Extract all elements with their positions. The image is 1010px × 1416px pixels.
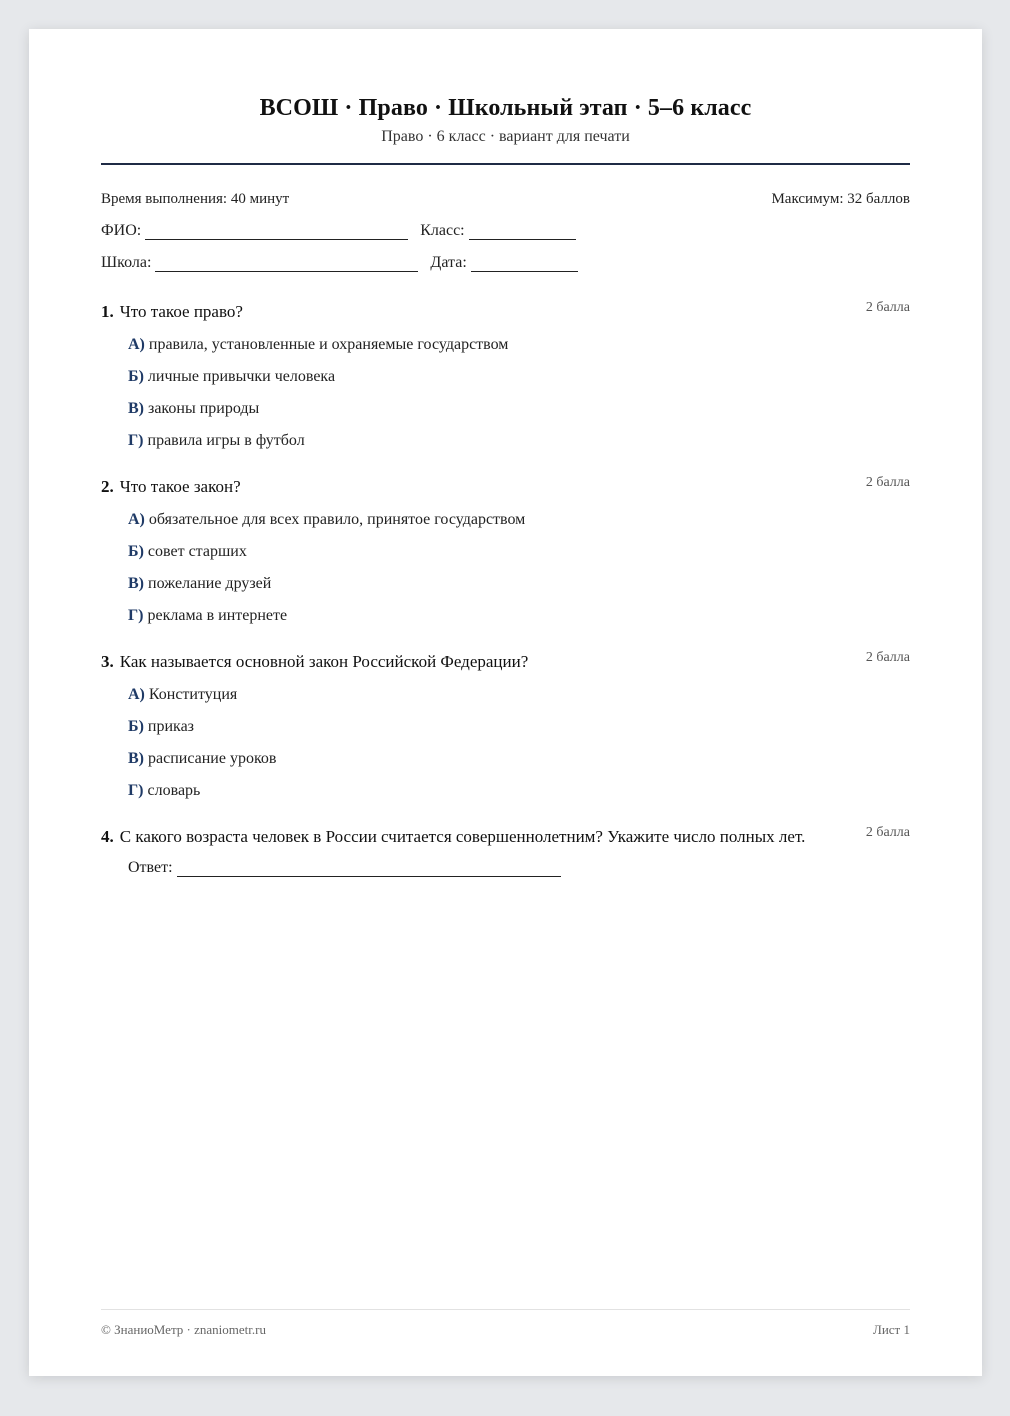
fio-field[interactable] xyxy=(145,223,408,240)
question-2 xyxy=(101,477,910,636)
max-score: Максимум: 32 баллов xyxy=(771,191,910,207)
option-text: Конституция xyxy=(148,686,238,703)
page-title: ВСОШ · Право · Школьный этап · 5–6 класс xyxy=(259,95,752,121)
option-letter: Б) xyxy=(128,368,144,385)
option-letter: А) xyxy=(128,336,145,353)
options-list xyxy=(101,333,910,461)
option-g[interactable] xyxy=(128,429,910,461)
option-letter: Б) xyxy=(128,718,144,735)
option-v[interactable] xyxy=(128,572,910,604)
option-b[interactable] xyxy=(128,365,910,397)
document-header xyxy=(101,29,910,146)
fio-class-row xyxy=(101,222,910,240)
question-number: 4. xyxy=(101,827,114,846)
question-4 xyxy=(101,827,910,877)
option-v[interactable] xyxy=(128,397,910,429)
class-field[interactable] xyxy=(469,223,576,240)
option-text: законы природы xyxy=(148,400,260,417)
option-text: расписание уроков xyxy=(148,750,277,767)
option-letter: Б) xyxy=(128,543,144,560)
option-text: правила, установленные и охраняемые государством xyxy=(148,336,509,353)
option-letter: В) xyxy=(128,400,144,417)
time-limit: Время выполнения: 40 минут xyxy=(101,191,290,207)
options-list xyxy=(101,683,910,811)
question-3 xyxy=(101,652,910,811)
option-letter: Г) xyxy=(128,607,144,624)
fio-label: ФИО: xyxy=(101,222,142,239)
answer-row xyxy=(101,859,910,877)
answer-field[interactable] xyxy=(177,860,561,877)
school-date-row xyxy=(101,254,910,272)
question-1 xyxy=(101,302,910,461)
option-letter: А) xyxy=(128,686,145,703)
option-a[interactable] xyxy=(128,508,910,540)
option-a[interactable] xyxy=(128,683,910,715)
option-letter: А) xyxy=(128,511,145,528)
question-points: 2 балла xyxy=(865,650,910,665)
meta-row xyxy=(101,191,910,208)
option-letter: В) xyxy=(128,750,144,767)
date-label: Дата: xyxy=(430,254,467,271)
date-field[interactable] xyxy=(471,255,578,272)
option-a[interactable] xyxy=(128,333,910,365)
option-text: пожелание друзей xyxy=(148,575,272,592)
footer-copyright: © ЗнаниоМетр · znaniometr.ru xyxy=(101,1322,266,1337)
option-text: совет старших xyxy=(147,543,247,560)
answer-label: Ответ: xyxy=(128,859,173,876)
class-label: Класс: xyxy=(420,222,465,239)
question-text xyxy=(101,477,241,497)
option-b[interactable] xyxy=(128,715,910,747)
question-text xyxy=(101,652,528,672)
question-number: 3. xyxy=(101,652,114,671)
question-text xyxy=(101,827,805,847)
page-footer xyxy=(101,1309,910,1338)
options-list xyxy=(101,508,910,636)
option-v[interactable] xyxy=(128,747,910,779)
question-prompt: Что такое закон? xyxy=(119,477,241,496)
option-text: обязательное для всех правило, принятое государством xyxy=(148,511,526,528)
page-subtitle: Право · 6 класс · вариант для печати xyxy=(381,128,630,145)
option-letter: Г) xyxy=(128,432,144,449)
question-points: 2 балла xyxy=(865,825,910,840)
question-points: 2 балла xyxy=(865,300,910,315)
question-number: 2. xyxy=(101,477,114,496)
header-divider xyxy=(101,163,910,165)
school-field[interactable] xyxy=(155,255,418,272)
school-label: Школа: xyxy=(101,254,152,271)
question-prompt: С какого возраста человек в России считается совершеннолетним? Укажите число полных лет. xyxy=(119,827,806,846)
option-g[interactable] xyxy=(128,779,910,811)
option-letter: Г) xyxy=(128,782,144,799)
option-g[interactable] xyxy=(128,604,910,636)
option-text: реклама в интернете xyxy=(147,607,288,624)
question-prompt: Что такое право? xyxy=(119,302,243,321)
option-text: словарь xyxy=(147,782,201,799)
question-number: 1. xyxy=(101,302,114,321)
option-b[interactable] xyxy=(128,540,910,572)
test-sheet xyxy=(29,29,982,1376)
option-letter: В) xyxy=(128,575,144,592)
question-text xyxy=(101,302,243,322)
option-text: личные привычки человека xyxy=(147,368,336,385)
page-number: Лист 1 xyxy=(873,1322,910,1337)
question-prompt: Как называется основной закон Российской Федерации? xyxy=(119,652,529,671)
option-text: правила игры в футбол xyxy=(147,432,305,449)
option-text: приказ xyxy=(147,718,194,735)
question-points: 2 балла xyxy=(865,475,910,490)
